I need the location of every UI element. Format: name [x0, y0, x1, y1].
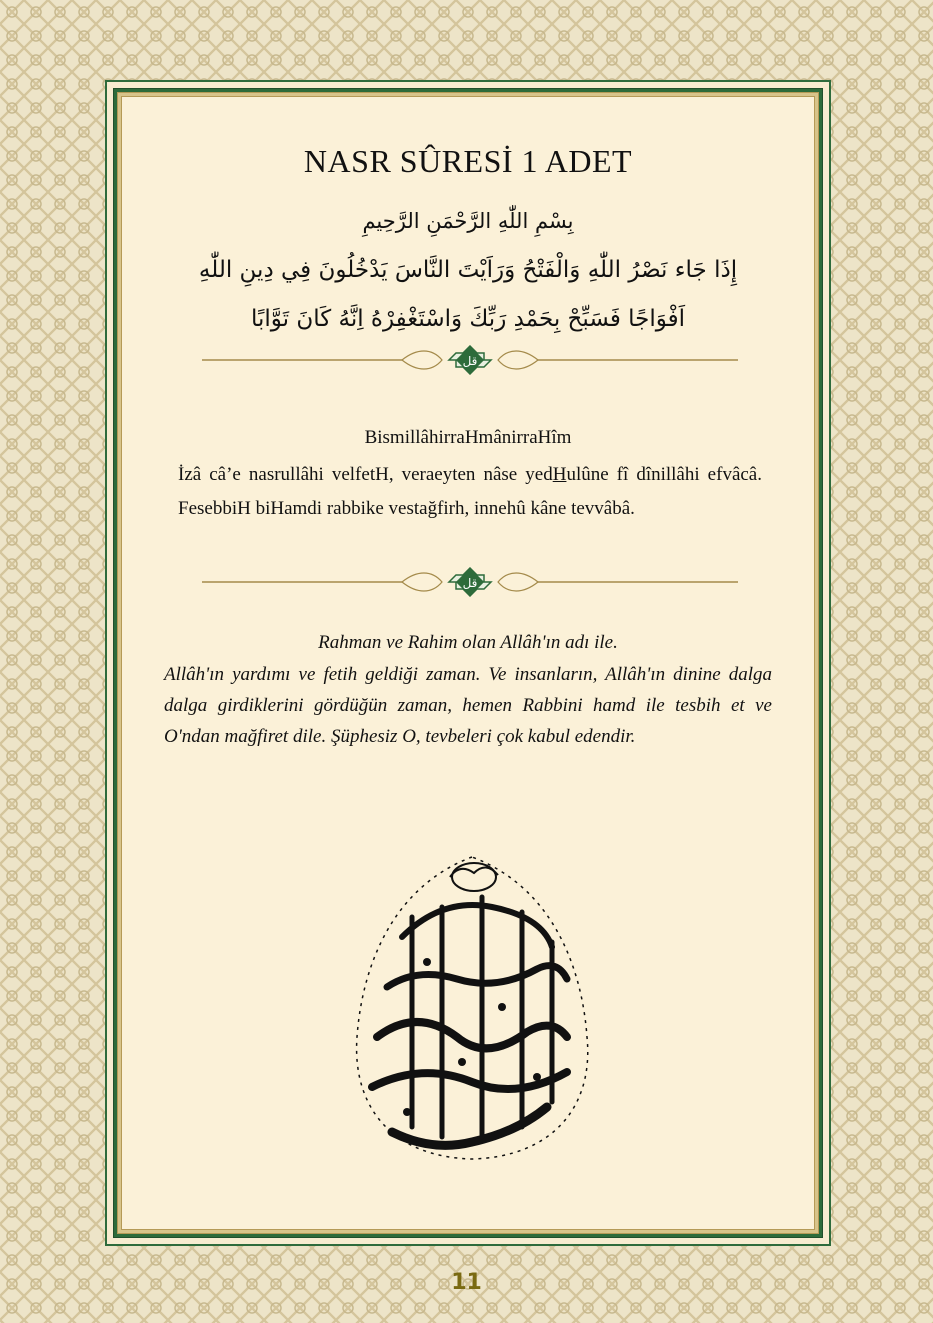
- arabic-verse-line-2: اَفْوَاجًا فَسَبِّحْ بِحَمْدِ رَبِّكَ وَاسْتَغْفِرْهُ اِنَّهُ كَانَ تَوَّابًا: [250, 306, 686, 332]
- ornamental-divider: [202, 567, 738, 597]
- meaning-text: Allâh'ın yardımı ve fetih geldiği zaman. Ve insanların, Allâh'ın dinine dalga dalga girdiklerini gördüğün zaman, hemen Rabbini hamd ile tesbih et ve O'ndan mağfiret dile. Şüphesiz O, tevbeleri çok kabul edendir.: [164, 664, 772, 747]
- transliteration-heading: BismillâhirraHmânirraHîm: [364, 427, 572, 448]
- calligraphy-seal-icon: [332, 847, 612, 1167]
- arabic-basmala: بِسْمِ اللّٰهِ الرَّحْمَنِ الرَّحِيمِ: [362, 209, 574, 233]
- page-title: NASR SÛRESİ 1 ADET: [303, 143, 633, 179]
- meaning-heading: Rahman ve Rahim olan Allâh'ın adı ile.: [318, 632, 618, 653]
- page-content: [121, 96, 815, 1230]
- arabic-verse-line-1: إِذَا جَاء نَصْرُ اللّٰهِ وَالْفَتْحُ وَرَاَيْتَ النَّاسَ يَدْخُلُونَ فِي دِينِ اللّٰهِ: [198, 257, 738, 283]
- ornamental-divider: [202, 345, 738, 375]
- divider-emblem: قل: [462, 354, 478, 368]
- transliteration-text: İzâ câ’e nasrullâhi velfetH, veraeyten nâse yedHulûne fî dînillâhi efvâcâ. FesebbiH biHamdi rabbike vestağfirh, innehû kâne tevvâbâ.: [178, 464, 762, 519]
- divider-emblem: قل: [462, 576, 478, 590]
- page-frame: [105, 80, 831, 1246]
- underlined-letter: H: [552, 464, 567, 485]
- page-number: 11: [451, 1270, 482, 1295]
